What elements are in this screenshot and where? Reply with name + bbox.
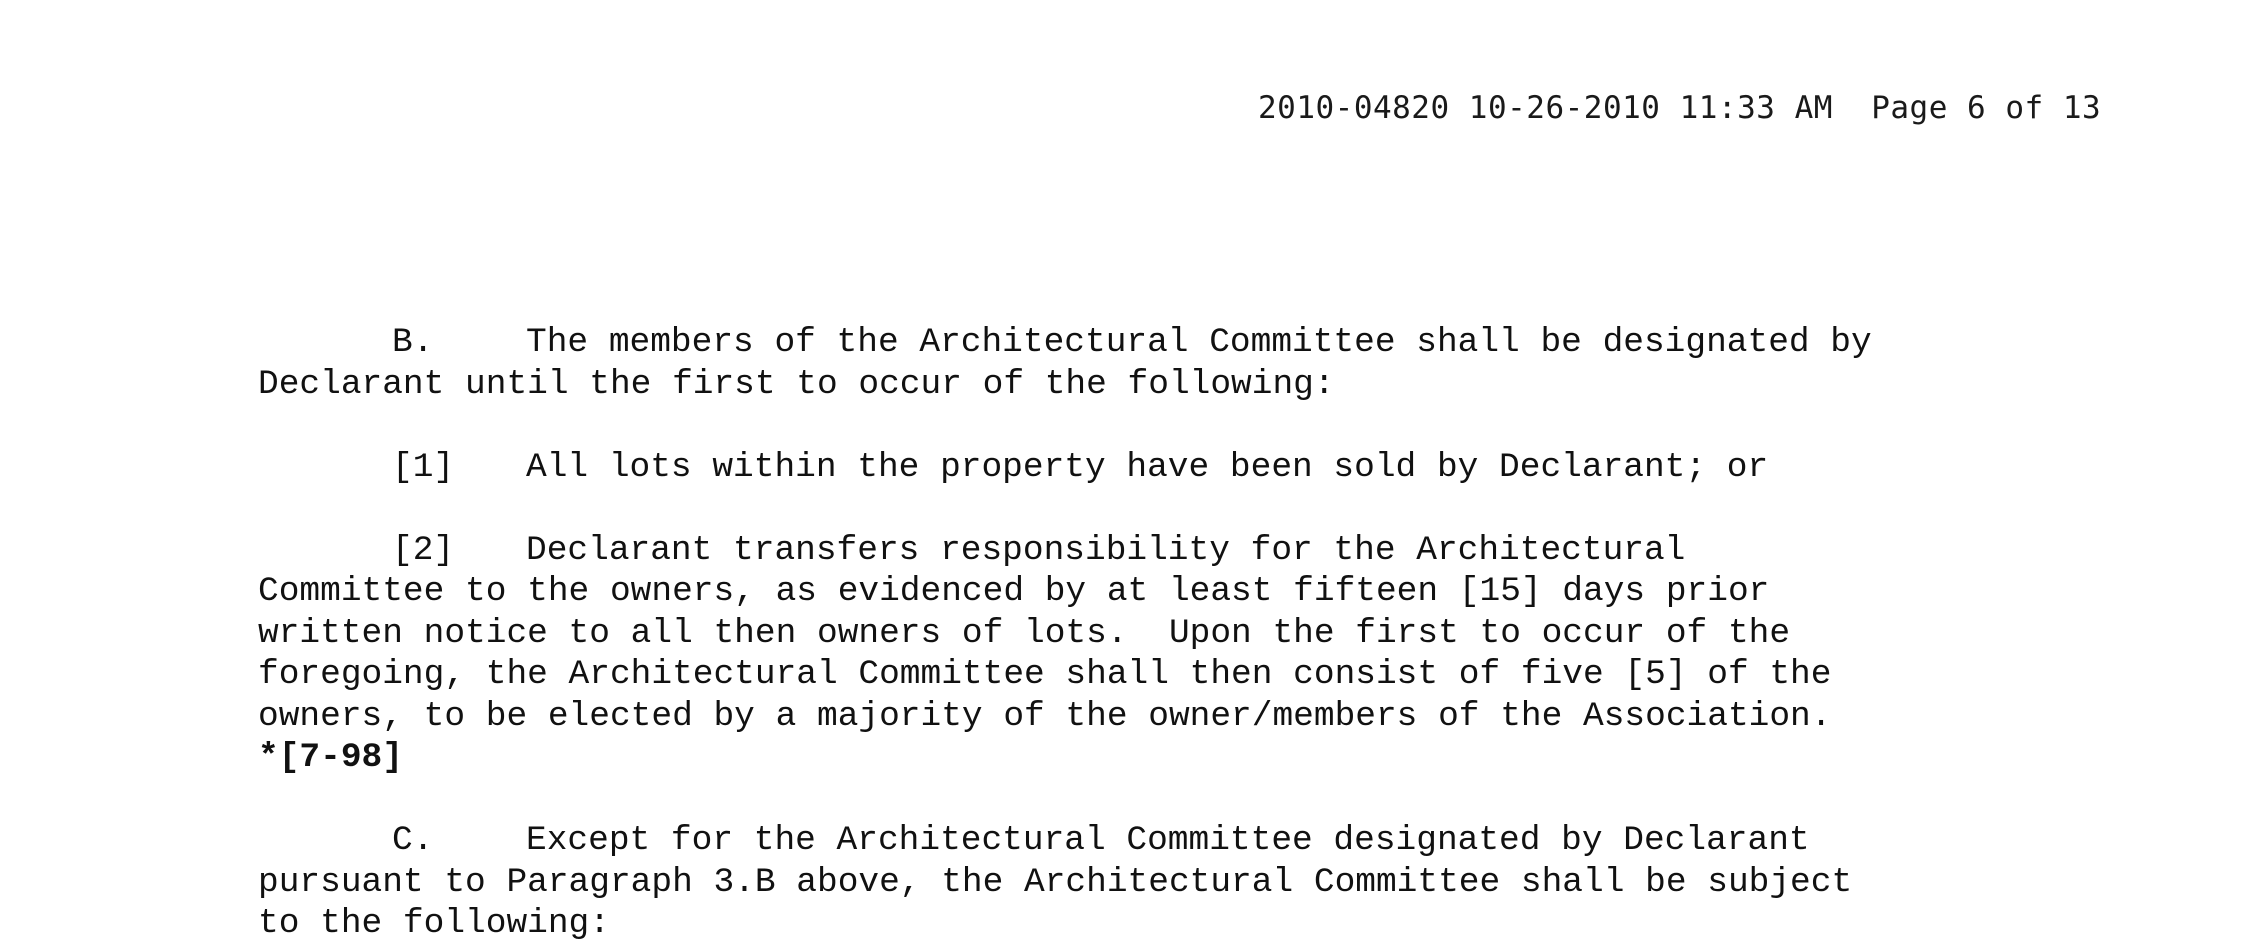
item-1 bbox=[258, 447, 2158, 489]
section-b-text-line-2: Declarant until the first to occur of the following: bbox=[258, 364, 1335, 404]
item-2-text-line-1: Declarant transfers responsibility for the Architectural bbox=[526, 530, 1686, 570]
section-c-label: C. bbox=[392, 821, 434, 860]
recording-stamp: 2010-04820 10-26-2010 11:33 AM Page 6 of 13 bbox=[1258, 90, 2102, 126]
section-c-text-line-1: Except for the Architectural Committee designated by Declarant bbox=[526, 821, 1810, 860]
item-2-first-line bbox=[258, 530, 2158, 572]
amendment-note: *[7-98] bbox=[258, 738, 403, 777]
section-c-first-line bbox=[258, 820, 2158, 862]
section-c-text-line-2: pursuant to Paragraph 3.B above, the Architectural Committee shall be subject bbox=[258, 862, 1853, 902]
section-b-first-line bbox=[258, 322, 2158, 364]
item-2-text-line-2: Committee to the owners, as evidenced by at least fifteen [15] days prior bbox=[258, 572, 1770, 611]
item-1-text: All lots within the property have been sold by Declarant; or bbox=[526, 447, 1769, 487]
item-1-label: [1] bbox=[392, 447, 455, 487]
section-b-text-line-1: The members of the Architectural Committee shall be designated by bbox=[526, 323, 1872, 362]
item-2-text-line-4: foregoing, the Architectural Committee shall then consist of five [5] of the bbox=[258, 655, 1832, 694]
document-body bbox=[258, 322, 2158, 945]
section-b-label: B. bbox=[392, 323, 434, 362]
item-2-label: [2] bbox=[392, 530, 455, 570]
item-2-text-line-5: owners, to be elected by a majority of the owner/members of the Association. bbox=[258, 696, 1832, 736]
item-2-text-line-3: written notice to all then owners of lots. Upon the first to occur of the bbox=[258, 613, 1791, 653]
section-c-text-line-3: to the following: bbox=[258, 904, 610, 943]
